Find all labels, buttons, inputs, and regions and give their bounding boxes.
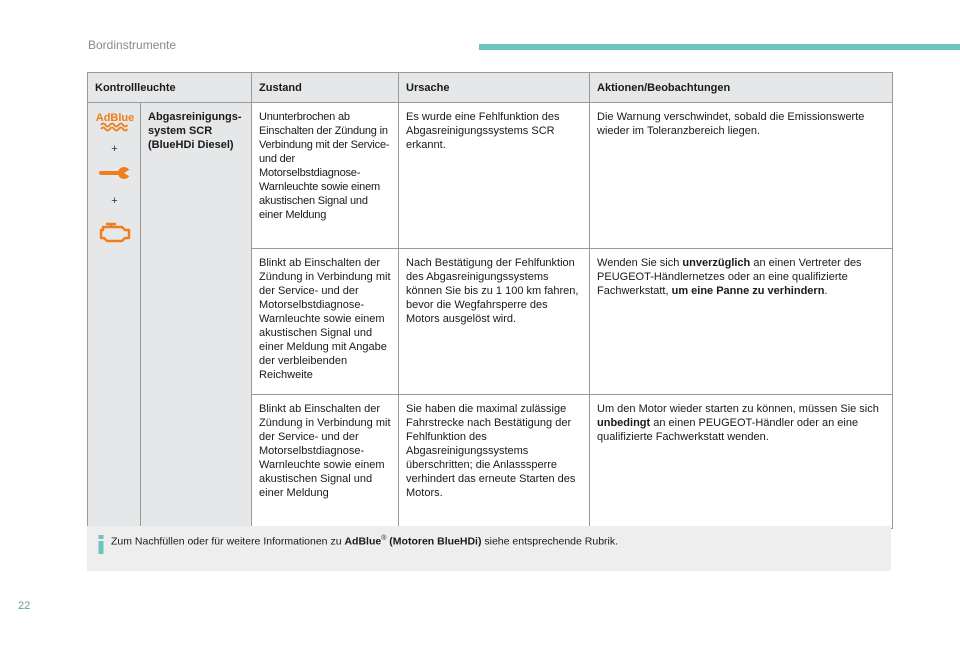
page-number: 22	[18, 600, 31, 612]
info-note-text	[111, 535, 618, 548]
col-header-aktionen: Aktionen/Beobachtungen	[590, 73, 893, 103]
warning-icons-cell	[88, 103, 141, 529]
ursache-cell: Nach Bestätigung der Fehlfunktion des Abgasreinigungssystems können Sie bis zu 1 100 km fahren, bevor die Wegfahrsperre des Motors ausgelöst wird.	[399, 249, 590, 395]
note-text: siehe entsprechende Rubrik.	[481, 535, 619, 548]
aktion-cell	[590, 395, 893, 529]
plus-sign: +	[111, 143, 118, 155]
col-header-kontrollleuchte: Kontrollleuchte	[88, 73, 252, 103]
aktion-cell	[590, 249, 893, 395]
section-title: Bordinstrumente	[88, 38, 177, 52]
aktion-text: .	[824, 285, 828, 297]
col-header-zustand: Zustand	[252, 73, 399, 103]
info-note-box	[87, 526, 891, 571]
aktion-text: Wenden Sie sich	[597, 257, 683, 269]
ursache-cell: Sie haben die maximal zulässige Fahrstrecke nach Bestätigung der Fehlfunktion des Abgasreinigungssystems überschritten; die Anlasssperre verhindert das erneute Starten des Motors.	[399, 395, 590, 529]
adblue-warning-icon	[95, 110, 135, 132]
note-bold-text: (Motoren BlueHDi)	[386, 535, 482, 548]
wrench-icon	[98, 166, 132, 184]
aktion-emphasis: um eine Panne zu verhindern	[671, 285, 825, 297]
ursache-cell: Es wurde eine Fehlfunktion des Abgasreinigungssystems SCR erkannt.	[399, 103, 590, 249]
aktion-text: an einen PEUGEOT-Händler oder an eine qualifizierte Fachwerkstatt wenden.	[597, 417, 859, 443]
aktion-cell: Die Warnung verschwindet, sobald die Emissionswerte wieder im Toleranzbereich liegen.	[590, 103, 893, 249]
adblue-icon-label: AdBlue	[95, 112, 135, 124]
col-header-ursache: Ursache	[399, 73, 590, 103]
plus-sign: +	[111, 195, 118, 207]
registered-mark: ®	[381, 535, 387, 542]
aktion-emphasis: unverzüglich	[682, 257, 751, 269]
aktion-emphasis: unbedingt	[597, 417, 651, 429]
aktion-text: an einen Vertreter des PEUGEOT-Händlernetzes oder an eine qualifizierte Fachwerkstatt,	[597, 257, 862, 297]
aktion-text: Um den Motor wieder starten zu können, müssen Sie sich	[597, 403, 879, 415]
system-name-cell: Abgasreinigungs-system SCR (BlueHDi Diesel)	[141, 103, 252, 529]
info-icon	[97, 535, 105, 554]
warning-light-table	[87, 72, 893, 529]
note-text: Zum Nachfüllen oder für weitere Informationen zu	[111, 535, 345, 548]
adblue-link-text: AdBlue	[344, 535, 382, 548]
zustand-cell: Ununterbrochen ab Einschalten der Zündung in Verbindung mit der Service- und der Motorselbstdiagnose-Warnleuchte sowie einem akustischen Signal und einer Meldung	[252, 103, 399, 249]
engine-warning-icon	[98, 218, 132, 244]
table-header-row	[88, 73, 893, 103]
section-accent-bar	[479, 44, 960, 50]
table-row	[88, 103, 893, 249]
zustand-cell: Blinkt ab Einschalten der Zündung in Verbindung mit der Service- und der Motorselbstdiagnose-Warnleuchte sowie einem akustischen Signal und einer Meldung	[252, 395, 399, 529]
zustand-cell: Blinkt ab Einschalten der Zündung in Verbindung mit der Service- und der Motorselbstdiagnose-Warnleuchte sowie einem akustischen Signal und einer Meldung mit Angabe der verbleibenden Reichweite	[252, 249, 399, 395]
